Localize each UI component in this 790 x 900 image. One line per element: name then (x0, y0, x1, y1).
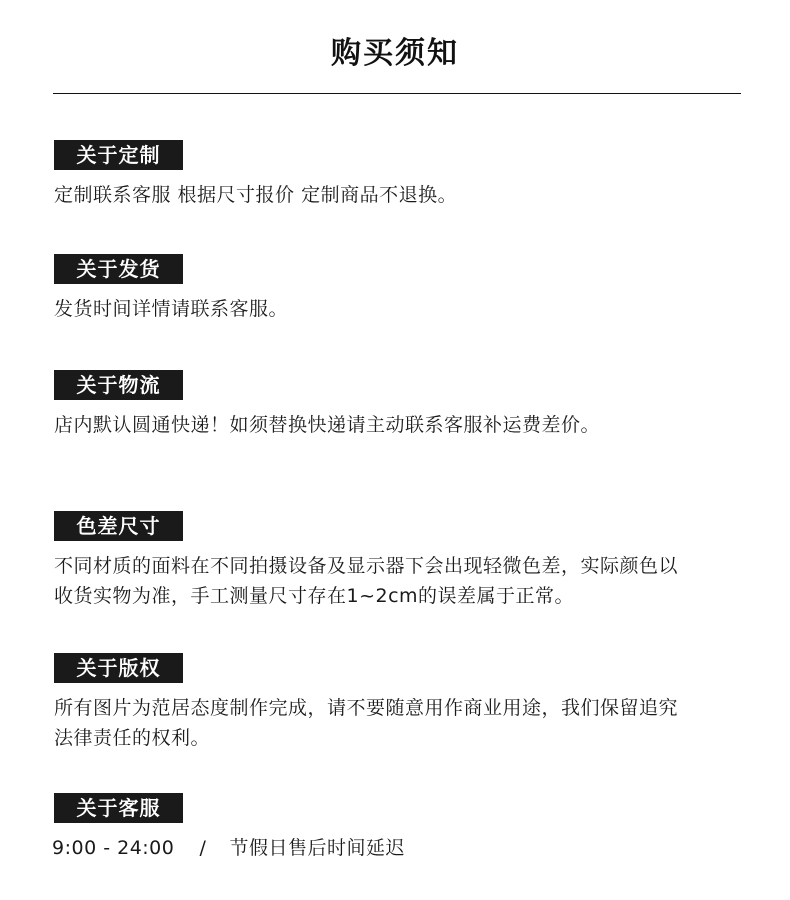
title-divider (53, 93, 741, 94)
text-line: 定制联系客服 根据尺寸报价 定制商品不退换。 (54, 184, 458, 206)
section-heading: 关于版权 (54, 653, 183, 683)
section-text (54, 693, 744, 753)
section-heading: 关于发货 (54, 254, 183, 284)
section-text (52, 833, 744, 863)
section-heading: 色差尺寸 (54, 511, 183, 541)
section-logistics (54, 370, 744, 440)
text-line: 所有图片为范居态度制作完成，请不要随意用作商业用途，我们保留追究 (54, 697, 679, 719)
section-text (54, 410, 744, 440)
text-line: 店内默认圆通快递！如须替换快递请主动联系客服补运费差价。 (54, 414, 601, 436)
text-line: 收货实物为准，手工测量尺寸存在1~2cm的误差属于正常。 (54, 585, 575, 607)
section-color-size (54, 511, 744, 611)
text-line: 发货时间详情请联系客服。 (54, 298, 289, 320)
service-hours: 9:00 - 24:00 (52, 837, 175, 859)
section-heading: 关于物流 (54, 370, 183, 400)
separator: / (199, 837, 207, 859)
section-heading: 关于定制 (54, 140, 183, 170)
section-text (54, 294, 744, 324)
section-text (54, 551, 744, 611)
text-line: 法律责任的权利。 (54, 727, 211, 749)
section-text (54, 180, 744, 210)
page-title: 购买须知 (331, 36, 459, 71)
section-copyright (54, 653, 744, 753)
text-line: 不同材质的面料在不同拍摄设备及显示器下会出现轻微色差，实际颜色以 (54, 555, 679, 577)
section-heading: 关于客服 (54, 793, 183, 823)
section-shipping (54, 254, 744, 324)
section-customer-service (54, 793, 744, 863)
holiday-note: 节假日售后时间延迟 (229, 837, 405, 859)
section-custom (54, 140, 744, 210)
